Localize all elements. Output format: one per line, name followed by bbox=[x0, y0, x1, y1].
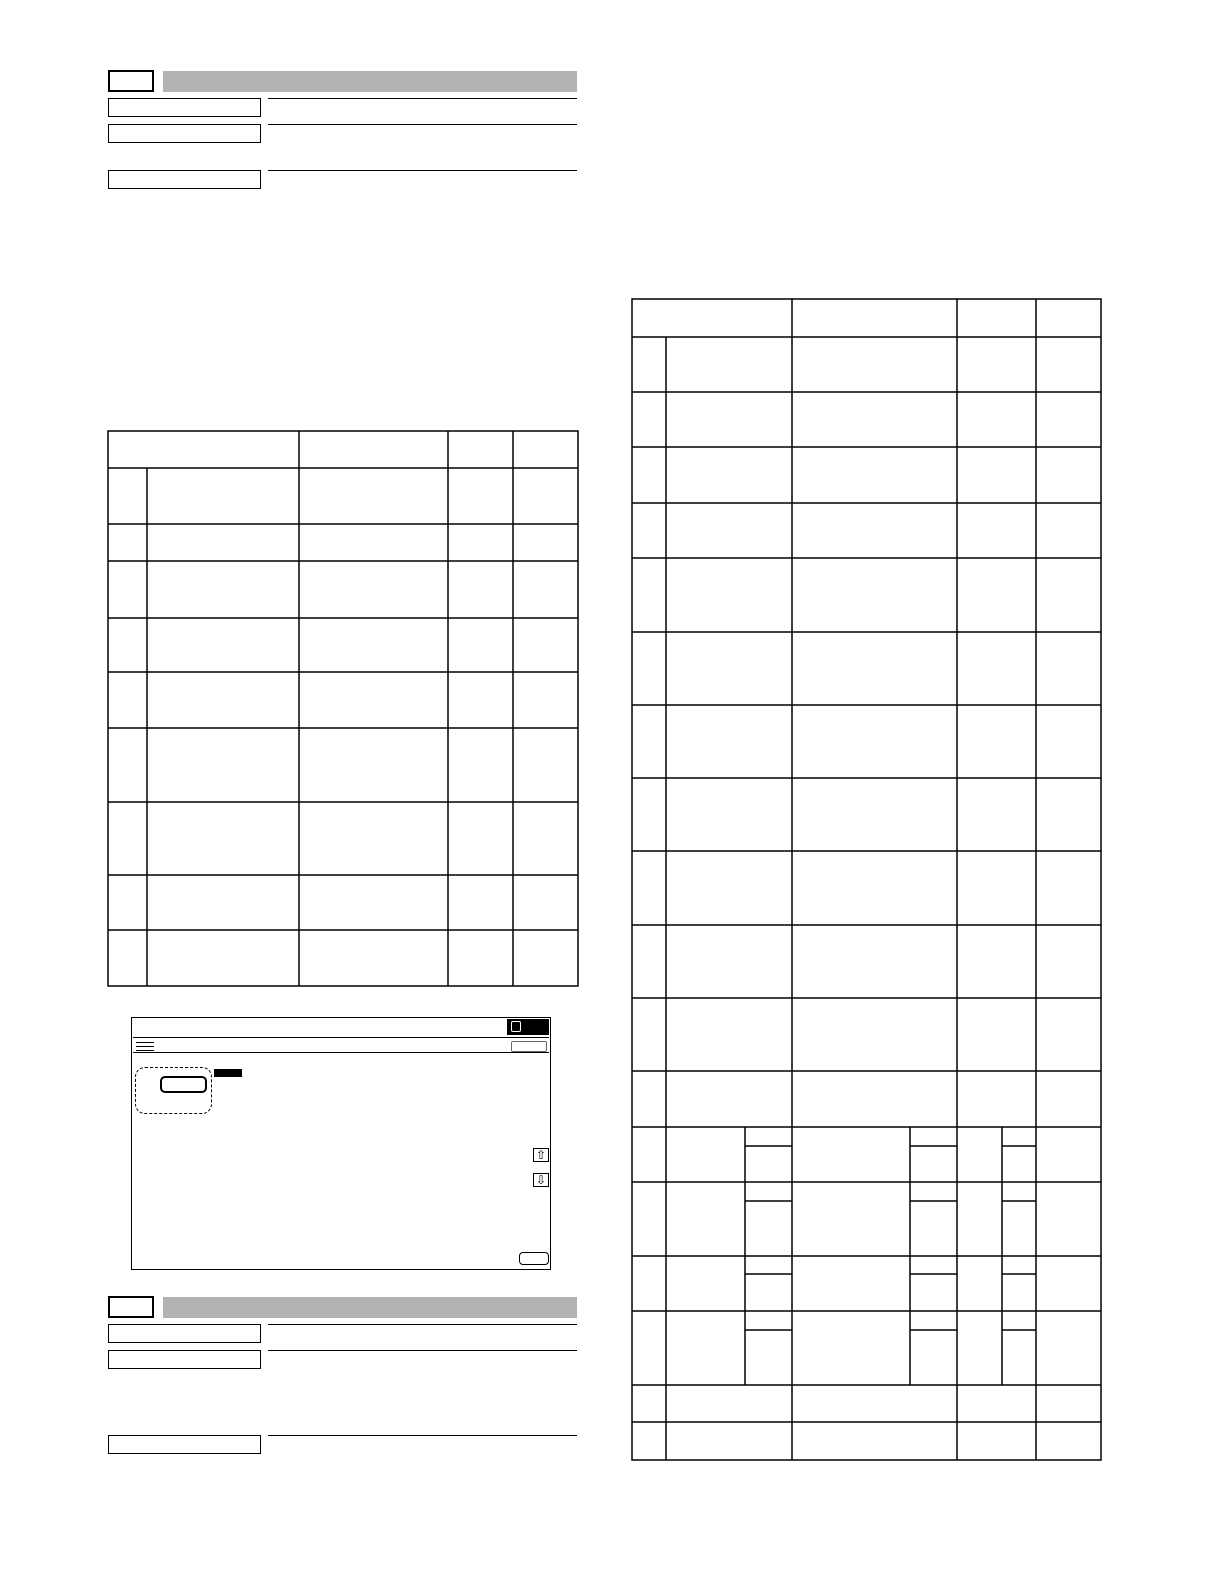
header-small-button[interactable] bbox=[511, 1041, 547, 1052]
screen-divider bbox=[133, 1037, 549, 1038]
arrow-up-icon: ⇧ bbox=[535, 1148, 547, 1162]
field-label-box bbox=[108, 98, 261, 117]
field-label-box bbox=[108, 1350, 261, 1369]
field-rule bbox=[268, 124, 577, 125]
field-rule bbox=[268, 98, 577, 99]
screen-ok-button[interactable] bbox=[519, 1252, 549, 1265]
scroll-down-button[interactable] bbox=[533, 1173, 549, 1187]
screen-preview bbox=[131, 1017, 551, 1270]
field-label-box bbox=[108, 1324, 261, 1343]
scroll-up-button[interactable] bbox=[533, 1148, 549, 1162]
section-title-bar bbox=[163, 71, 577, 92]
field-rule bbox=[268, 1350, 577, 1351]
field-rule bbox=[268, 1324, 577, 1325]
field-label-box bbox=[108, 124, 261, 143]
screen-button[interactable] bbox=[160, 1076, 207, 1093]
arrow-down-icon: ⇩ bbox=[535, 1173, 547, 1187]
field-rule bbox=[268, 170, 577, 171]
copier-icon bbox=[511, 1021, 521, 1032]
section-title-bar bbox=[163, 1297, 577, 1318]
field-rule bbox=[268, 1435, 577, 1436]
screen-header-badge bbox=[507, 1019, 549, 1035]
field-label-box bbox=[108, 1435, 261, 1454]
section-code-box bbox=[108, 1296, 154, 1318]
screen-tag bbox=[214, 1069, 242, 1077]
section-code-box bbox=[108, 70, 154, 92]
screen-divider bbox=[133, 1052, 549, 1053]
field-label-box bbox=[108, 170, 261, 189]
